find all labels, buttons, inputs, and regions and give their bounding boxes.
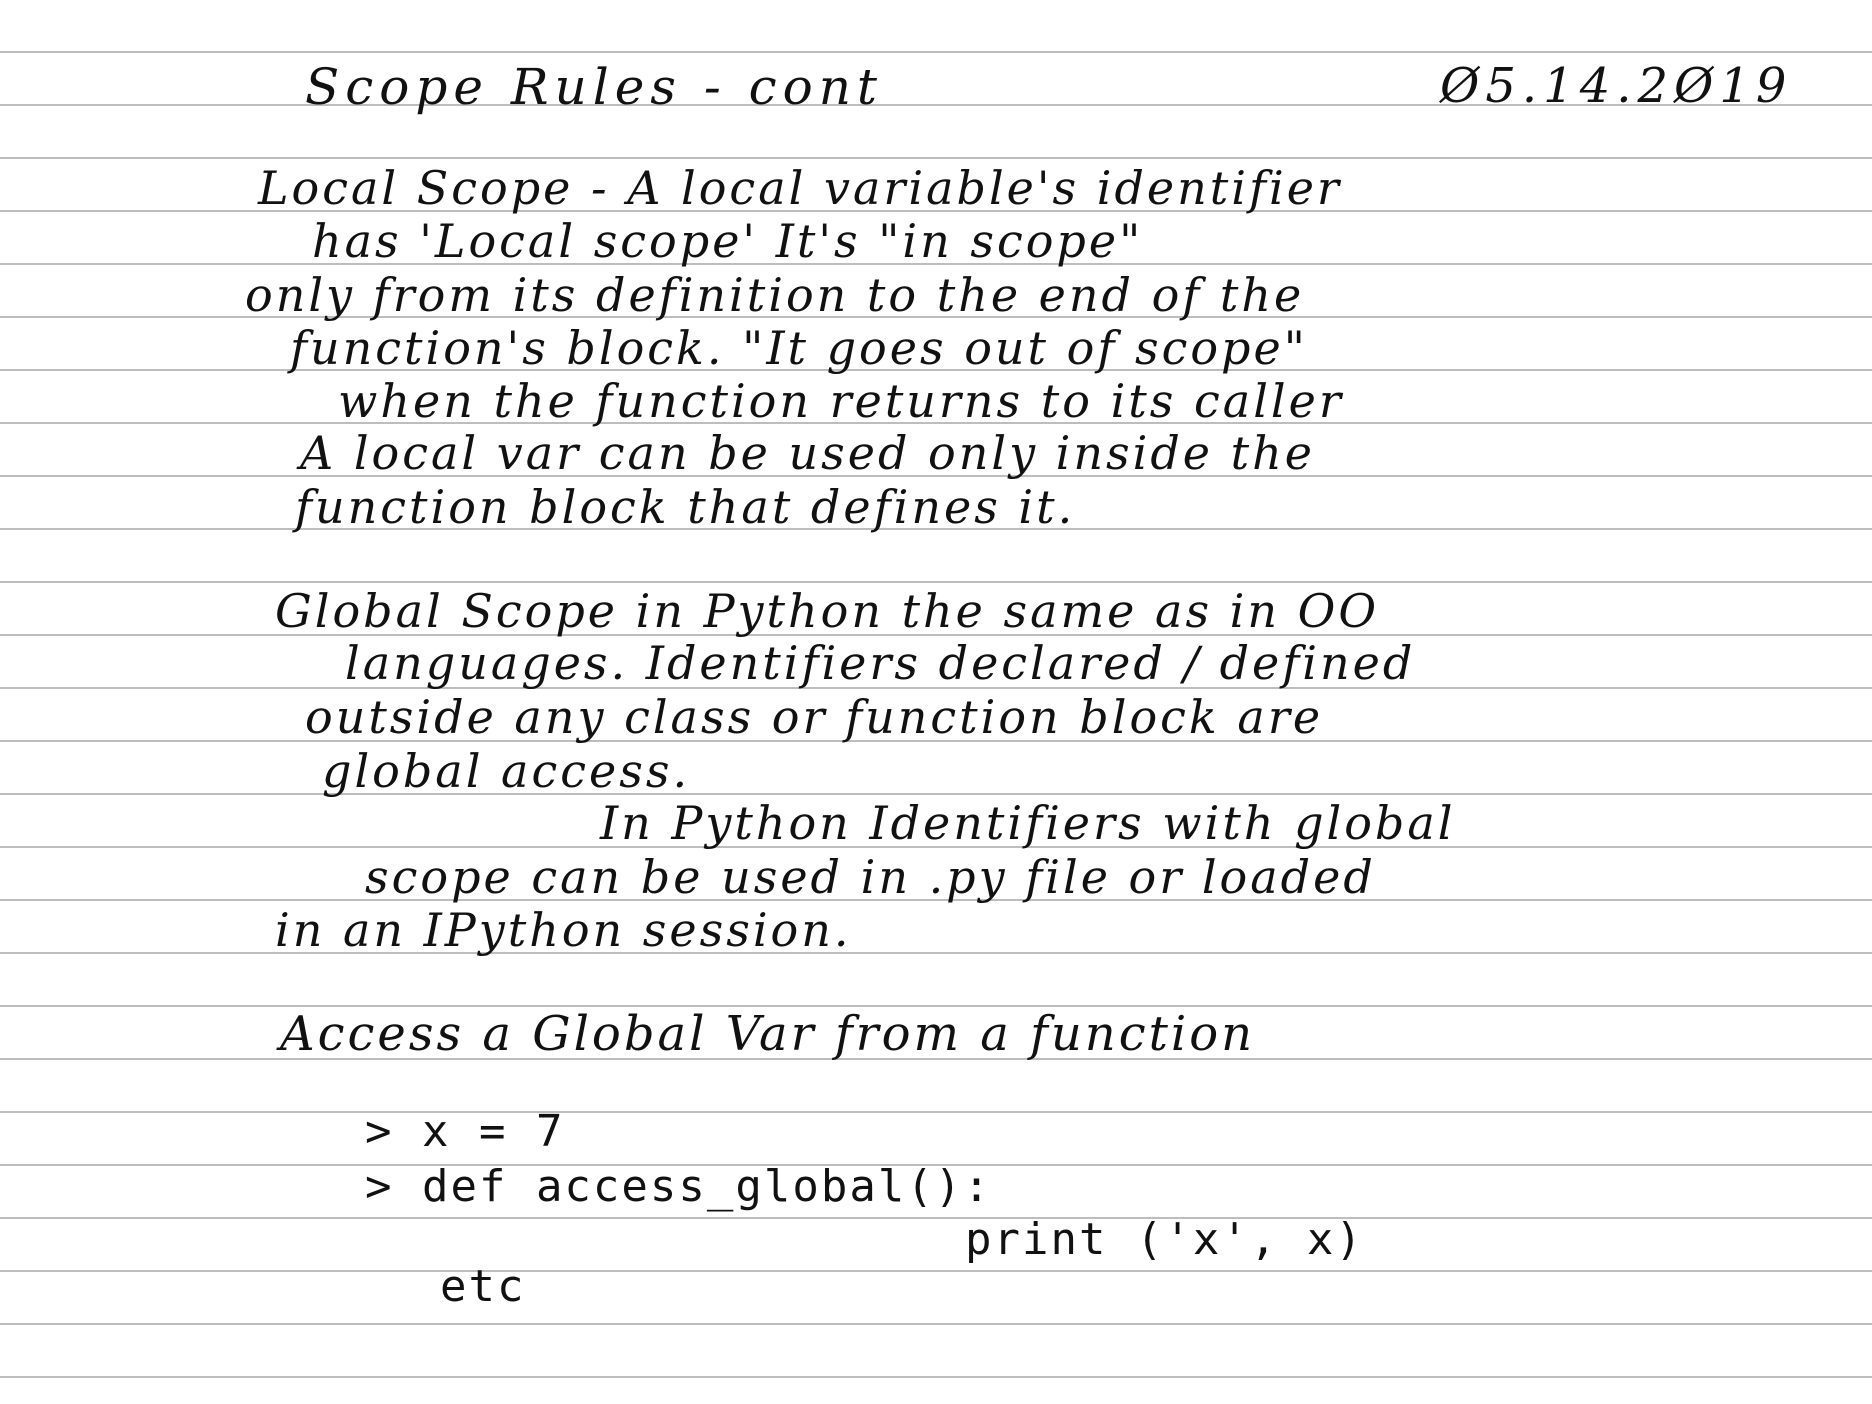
code-line-assign: > x = 7: [365, 1106, 565, 1157]
global-scope-line: languages. Identifiers declared / defined: [345, 636, 1416, 690]
page-title: Scope Rules - cont: [305, 58, 884, 116]
code-line-print: print ('x', x): [965, 1214, 1364, 1265]
local-scope-line: function's block. "It goes out of scope": [290, 321, 1308, 375]
local-scope-line: only from its definition to the end of the: [245, 268, 1305, 322]
global-scope-line: scope can be used in .py file or loaded: [365, 850, 1376, 904]
page-date: Ø5.14.2Ø19: [1440, 58, 1793, 114]
local-scope-line: A local var can be used only inside the: [300, 426, 1315, 480]
global-scope-line: global access.: [322, 744, 691, 798]
global-scope-line: Global Scope in Python the same as in OO: [275, 584, 1380, 638]
local-scope-line: Local Scope - A local variable's identifier: [258, 161, 1342, 215]
global-scope-line: In Python Identifiers with global: [600, 796, 1456, 850]
local-scope-line: has 'Local scope' It's "in scope": [312, 214, 1144, 268]
local-scope-line: when the function returns to its caller: [338, 374, 1344, 428]
local-scope-line: function block that defines it.: [295, 480, 1076, 534]
global-scope-line: in an IPython session.: [275, 903, 852, 957]
code-line-etc: etc: [440, 1261, 526, 1312]
code-line-def: > def access_global():: [365, 1161, 992, 1212]
access-heading: Access a Global Var from a function: [280, 1006, 1256, 1062]
global-scope-line: outside any class or function block are: [305, 690, 1324, 744]
